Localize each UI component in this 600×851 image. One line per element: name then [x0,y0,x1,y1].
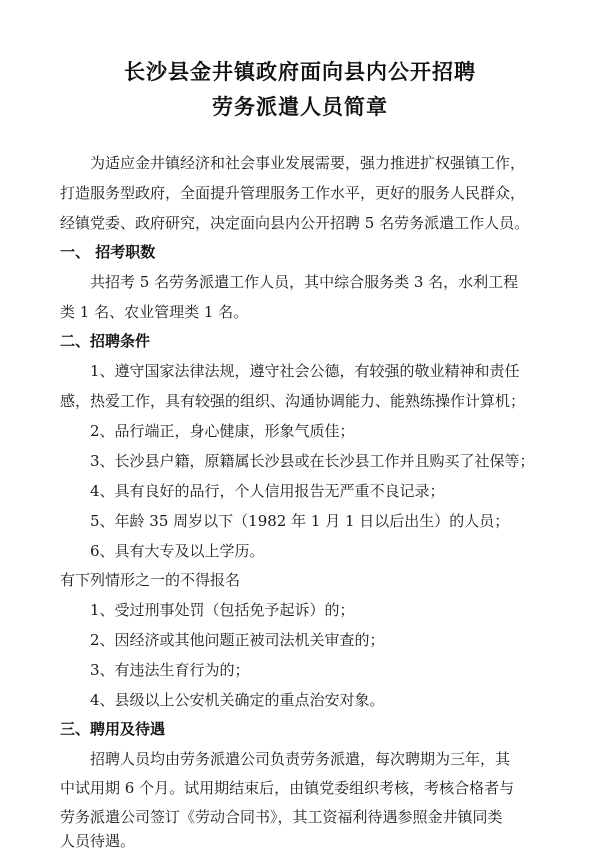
employment-line: 劳务派遣公司签订《劳动合同书》，其工资福利待遇参照金井镇同类 [60,808,503,826]
intro-line: 打造服务型政府，全面提升管理服务工作水平，更好的服务人民群众， [60,184,526,202]
condition-line: 感，热爱工作，具有较强的组织、沟通协调能力、能熟练操作计算机； [60,392,526,410]
exclusion-line: 3、有违法生育行为的； [90,661,250,679]
exclusion-line: 2、因经济或其他问题正被司法机关审查的； [90,631,385,649]
page-title-line-2: 劳务派遣人员简章 [212,95,388,119]
section-1-line: 共招考 5 名劳务派遣工作人员，其中综合服务类 3 名，水利工程 [90,273,519,291]
section-heading-employment: 三、聘用及待遇 [60,720,166,738]
condition-line: 5、年龄 35 周岁以下（1982 年 1 月 1 日以后出生）的人员； [90,512,510,530]
condition-line: 6、具有大专及以上学历。 [90,542,265,560]
intro-line: 为适应金井镇经济和社会事业发展需要，强力推进扩权强镇工作， [90,154,526,172]
condition-line: 2、品行端正，身心健康，形象气质佳； [90,422,355,440]
exclusion-line: 4、县级以上公安机关确定的重点治安对象。 [90,691,385,709]
employment-line: 招聘人员均由劳务派遣公司负责劳务派遣，每次聘期为三年，其 [90,750,511,768]
intro-line: 经镇党委、政府研究，决定面向县内公开招聘 5 名劳务派遣工作人员。 [60,214,530,232]
section-1-line: 类 1 名、农业管理类 1 名。 [60,303,249,321]
condition-line: 4、具有良好的品行，个人信用报告无严重不良记录； [90,482,445,500]
exclusion-heading: 有下列情形之一的不得报名 [60,571,241,589]
section-heading-conditions: 二、招聘条件 [60,332,151,350]
condition-line: 1、遵守国家法律法规，遵守社会公德，有较强的敬业精神和责任 [90,362,520,380]
exclusion-line: 1、受过刑事处罚（包括免予起诉）的； [90,601,355,619]
condition-line: 3、长沙县户籍，原籍属长沙县或在长沙县工作并且购买了社保等； [90,452,535,470]
employment-line: 中试用期 6 个月。试用期结束后，由镇党委组织考核，考核合格者与 [60,779,515,797]
page-title-line-1: 长沙县金井镇政府面向县内公开招聘 [124,60,476,84]
employment-line: 人员待遇。 [60,832,136,850]
section-heading-positions: 一、 招考职数 [60,243,156,261]
